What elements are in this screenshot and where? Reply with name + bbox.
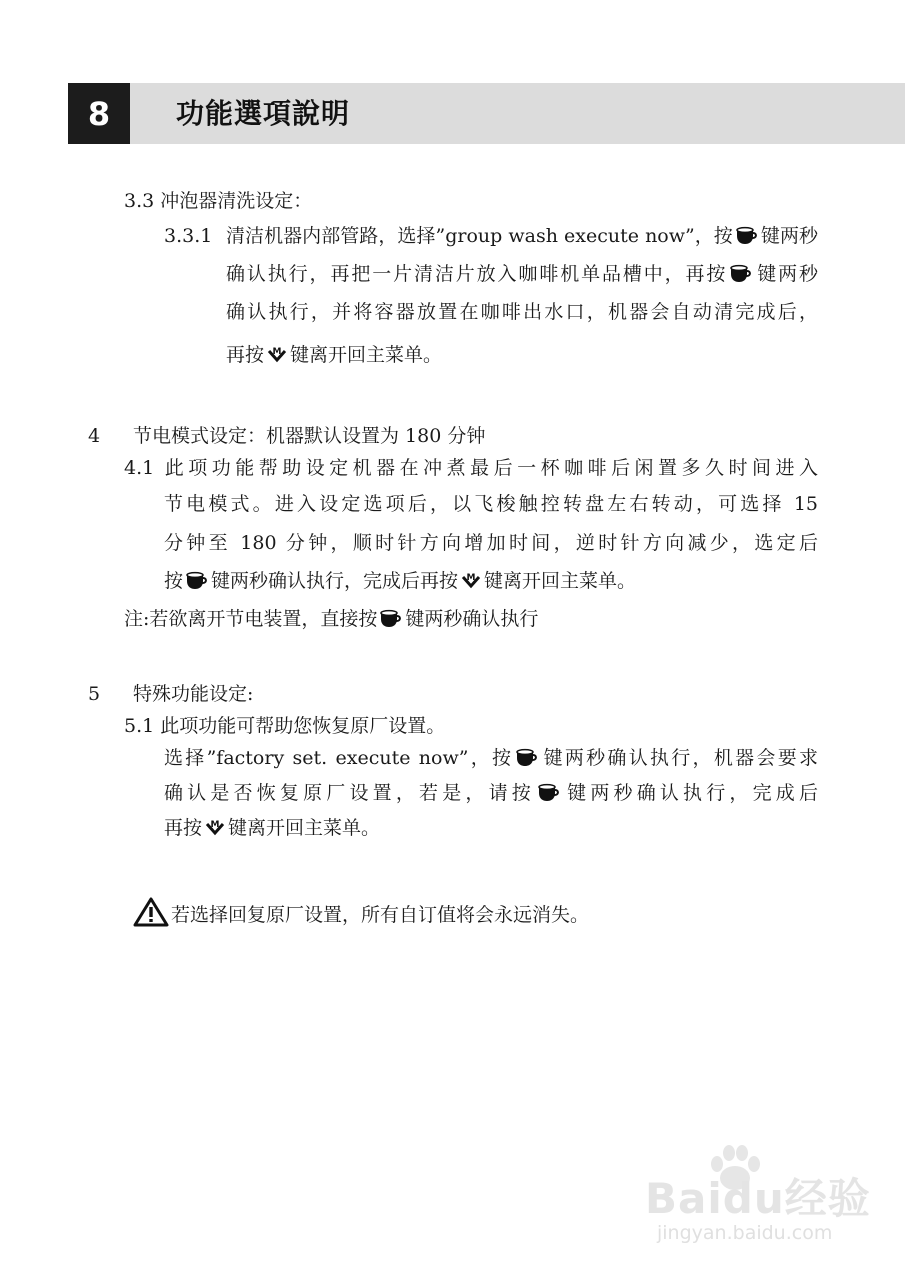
section-4-1-line-4: 按 键两秒确认执行，完成后再按 M 键离开回主菜单。 [164, 568, 636, 598]
menu-m-icon [266, 345, 288, 372]
section-3-3-1-line-2: 确认执行，再把一片清洁片放入咖啡机单品槽中，再按 键两秒 [226, 261, 818, 291]
warning-note: 若选择回复原厂设置，所有自订值将会永远消失。 [133, 897, 589, 934]
coffee-cup-icon [537, 781, 561, 810]
baidu-jingyan-watermark [645, 1144, 875, 1254]
section-4-1-line-2: 节电模式。进入设定选项后，以飞梭触控转盘左右转动，可选择 15 [164, 493, 818, 515]
svg-text:M: M [210, 820, 220, 830]
section-3-3-1-line-3: 确认执行，并将容器放置在咖啡出水口，机器会自动清完成后， [226, 301, 818, 323]
section-3-3-1-number: 3.3.1 [164, 225, 213, 247]
chapter-number: 8 [68, 83, 130, 144]
warning-triangle-icon [133, 897, 169, 934]
section-5-1-line-2: 选择”factory set. execute now”，按 键两秒确认执行，机器会要求 [164, 745, 818, 775]
coffee-cup-icon [379, 607, 403, 636]
coffee-cup-icon [735, 224, 759, 253]
section-5-1-line-4: 再按 M 键离开回主菜单。 [164, 815, 380, 845]
watermark-url: jingyan.baidu.com [657, 1222, 833, 1244]
menu-m-icon [460, 571, 482, 598]
menu-m-icon [204, 818, 226, 845]
coffee-cup-icon [729, 262, 753, 291]
coffee-cup-icon [185, 569, 209, 598]
watermark-logo-text: Baidu经验 [645, 1174, 871, 1223]
section-3-3-1-line-4: 再按 M 键离开回主菜单。 [226, 342, 442, 372]
section-3-3-title: 3.3 冲泡器清洗设定： [124, 190, 313, 212]
svg-text:M: M [272, 347, 282, 357]
section-4-1-line-1: 4.1 此项功能帮助设定机器在冲煮最后一杯咖啡后闲置多久时间进入 [124, 457, 818, 479]
coffee-cup-icon [515, 746, 539, 775]
section-5-number: 5 [88, 683, 101, 705]
page-title: 功能選項說明 [176, 97, 351, 130]
section-3-3-1-line-1: 清洁机器内部管路，选择”group wash execute now”，按 键两秒 [226, 223, 818, 253]
section-4-note: 注:若欲离开节电装置，直接按 键两秒确认执行 [124, 606, 538, 636]
section-5-1-line-3: 确认是否恢复原厂设置，若是，请按 键两秒确认执行，完成后 [164, 780, 818, 810]
section-5-title: 特殊功能设定: [133, 683, 254, 705]
svg-text:M: M [466, 573, 476, 583]
section-4-title: 节电模式设定：机器默认设置为 180 分钟 [133, 425, 486, 447]
section-4-number: 4 [88, 425, 101, 447]
section-5-1-line-1: 5.1 此项功能可帮助您恢复原厂设置。 [124, 715, 446, 737]
section-4-1-line-3: 分钟至 180 分钟，顺时针方向增加时间，逆时针方向减少，选定后 [164, 532, 818, 554]
